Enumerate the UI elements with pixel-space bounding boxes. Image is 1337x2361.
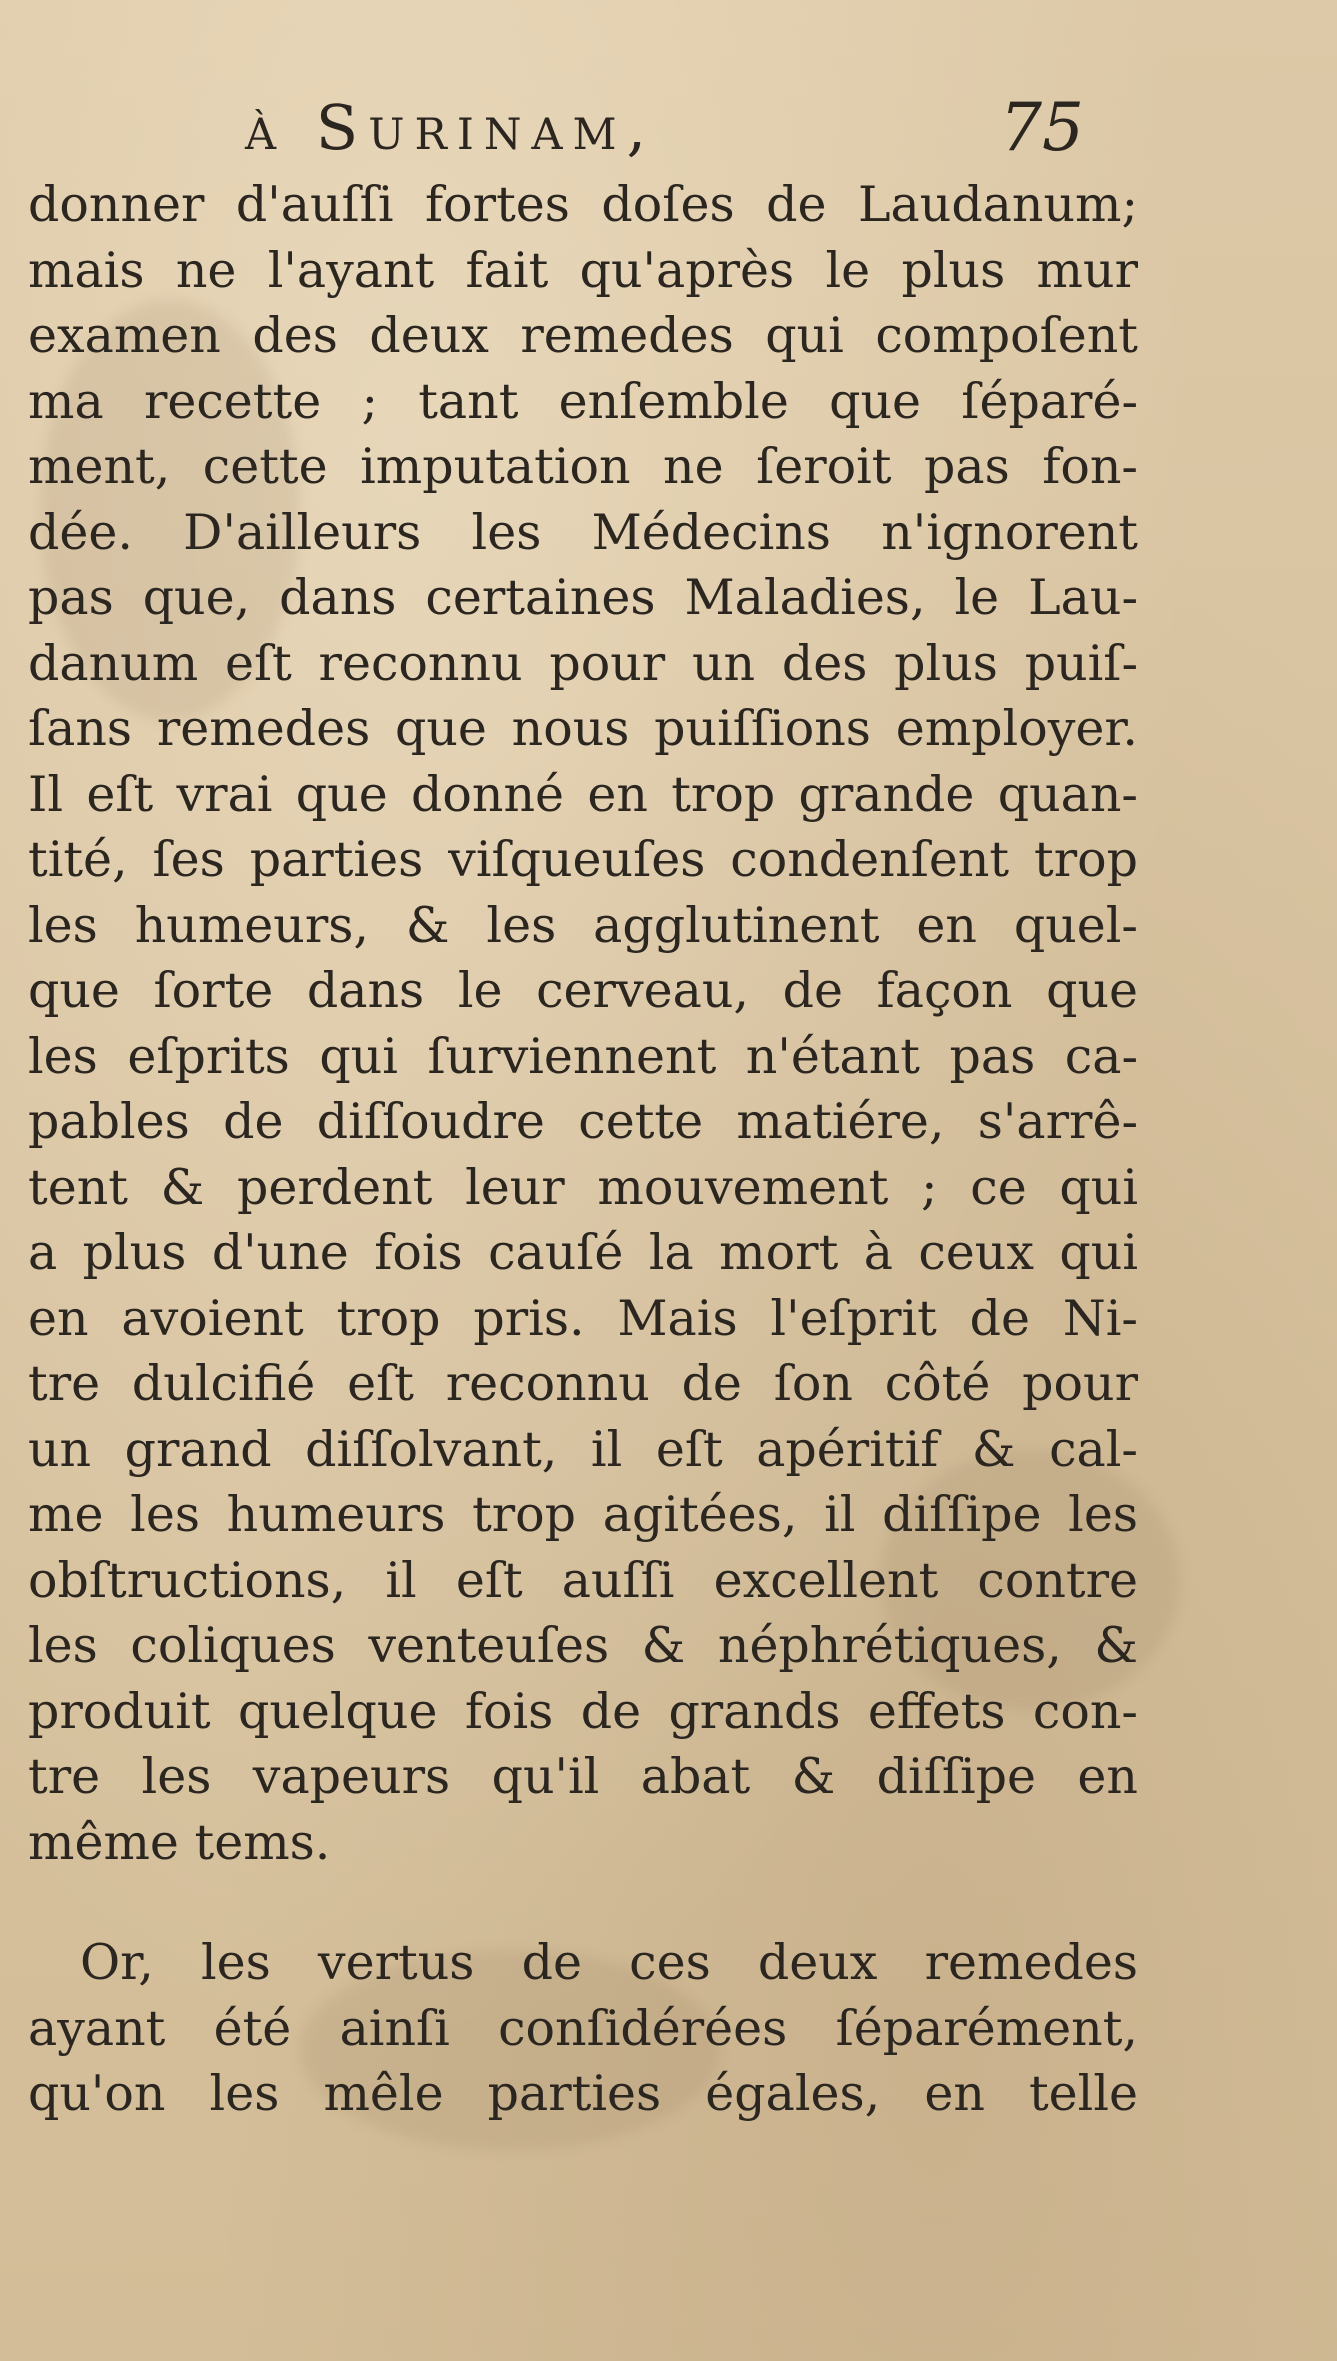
paragraph bbox=[28, 1930, 1138, 2127]
text-line: tre dulcifié eſt reconnu de ſon côté pour bbox=[28, 1355, 1138, 1412]
text-line: produit quelque fois de grands effets con- bbox=[28, 1682, 1138, 1740]
text-line: même tems. bbox=[28, 1813, 331, 1871]
running-head: à Surinam, bbox=[245, 91, 657, 164]
text-line: les humeurs, & les agglutinent en quel- bbox=[28, 896, 1138, 954]
text-line: ayant été ainſi conſidérées ſéparément, bbox=[28, 1999, 1138, 2057]
text-line: a plus d'une fois cauſé la mort à ceux qui bbox=[28, 1224, 1138, 1281]
text-line: un grand diſſolvant, il eſt apéritif & cal- bbox=[28, 1420, 1138, 1478]
text-line: tre les vapeurs qu'il abat & diſſipe en bbox=[28, 1748, 1138, 1805]
text-line: les coliques venteuſes & néphrétiques, & bbox=[28, 1617, 1138, 1674]
text-line: pables de diſſoudre cette matiére, s'arrê- bbox=[28, 1093, 1138, 1150]
text-line: qu'on les mêle parties égales, en telle bbox=[28, 2065, 1138, 2122]
text-line: mais ne l'ayant fait qu'après le plus mur bbox=[28, 241, 1138, 299]
text-line: obſtructions, il eſt auſſi excellent contre bbox=[28, 1551, 1138, 1609]
text-line: danum eſt reconnu pour un des plus puiſ- bbox=[28, 634, 1138, 692]
text-line: ment, cette imputation ne ſeroit pas fon- bbox=[28, 438, 1138, 495]
paragraph bbox=[28, 172, 1138, 1875]
text-line: les eſprits qui ſurviennent n'étant pas ca- bbox=[28, 1027, 1138, 1085]
text-line: tité, ſes parties viſqueuſes condenſent trop bbox=[28, 831, 1138, 888]
page-header bbox=[0, 78, 1337, 178]
body-text bbox=[28, 172, 1138, 2127]
text-line: me les humeurs trop agitées, il diſſipe les bbox=[28, 1486, 1138, 1543]
text-line: donner d'auſſi fortes doſes de Laudanum; bbox=[28, 176, 1138, 233]
text-line: pas que, dans certaines Maladies, le Lau- bbox=[28, 569, 1138, 626]
paragraph-break bbox=[28, 1875, 1138, 1930]
text-line: ma recette ; tant enſemble que ſéparé- bbox=[28, 372, 1138, 430]
text-line: dée. D'ailleurs les Médecins n'ignorent bbox=[28, 503, 1138, 561]
text-line: Il eſt vrai que donné en trop grande quan- bbox=[28, 765, 1138, 823]
text-line: ſans remedes que nous puiſſions employer. bbox=[28, 700, 1138, 757]
text-line: examen des deux remedes qui compoſent bbox=[28, 307, 1138, 364]
text-line: tent & perdent leur mouvement ; ce qui bbox=[28, 1158, 1138, 1216]
text-line: en avoient trop pris. Mais l'eſprit de Ni- bbox=[28, 1289, 1138, 1347]
text-line: Or, les vertus de ces deux remedes bbox=[80, 1934, 1138, 1991]
text-line: que ſorte dans le cerveau, de façon que bbox=[28, 962, 1138, 1019]
page-number: 75 bbox=[1000, 89, 1084, 166]
